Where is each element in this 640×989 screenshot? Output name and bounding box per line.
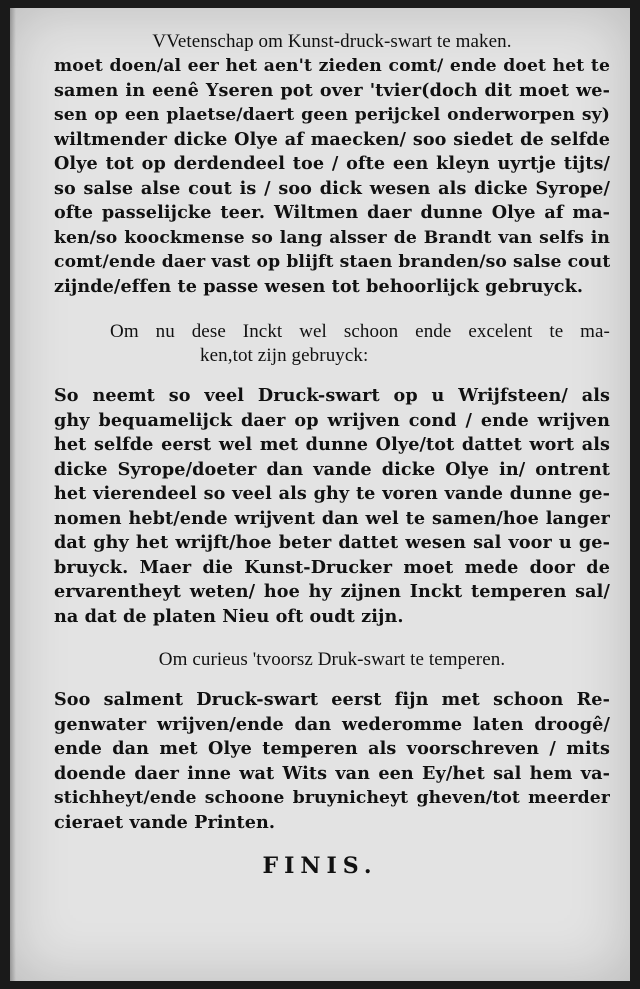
paragraph-line: so salse alse cout is / soo dick wesen als dicke Syrope/: [54, 177, 610, 199]
paragraph-line: samen in eenê Yseren pot over 'tvier(doch dit moet we-: [54, 79, 610, 101]
section-heading-line: ken,tot zijn gebruyck:: [200, 345, 369, 366]
page-edge-shadow: [10, 8, 16, 981]
paragraph-line: zijnde/effen te passe wesen tot behoorlijck gebruyck.: [54, 275, 584, 297]
paragraph-line: na dat de platen Nieu oft oudt zijn.: [54, 605, 404, 627]
paragraph-line: So neemt so veel Druck-swart op u Wrijfsteen/ als: [54, 385, 610, 406]
finis-mark: FINIS.: [262, 853, 378, 879]
paragraph-line: het selfde eerst wel met dunne Olye/tot dattet wort als: [54, 434, 610, 455]
paragraph-line: cieraet vande Printen.: [54, 811, 276, 833]
paragraph-line: bruyck. Maer die Kunst-Drucker moet mede door de: [54, 556, 610, 578]
paragraph-2: [54, 384, 610, 629]
paragraph-line: dicke Syrope/doeter dan vande dicke Olye in/ ontrent: [54, 458, 610, 480]
paragraph-line: het vierendeel so veel als ghy te voren vande dunne ge-: [54, 483, 610, 504]
paragraph-line: ende dan met Olye temperen als voorschreven / mits: [54, 738, 610, 759]
paragraph-line: comt/ende daer vast op blijft staen branden/so salse cout: [54, 252, 610, 272]
paragraph-line: sen op een plaetse/daert geen perijckel onderworpen sy): [54, 105, 610, 125]
paragraph-line: ervarentheyt weten/ hoe hy zijnen Inckt temperen sal/: [54, 581, 610, 602]
paragraph-line: Soo salment Druck-swart eerst fijn met schoon Re-: [54, 689, 610, 710]
paragraph-line: Olye tot op derdendeel toe / ofte een kleyn uyrtje tijts/: [54, 153, 610, 174]
paragraph-line: wiltmender dicke Olye af maecken/ soo siedet de selfde: [54, 128, 610, 150]
paragraph-line: ofte passelijcke teer. Wiltmen daer dunne Olye af ma-: [54, 202, 610, 223]
section-heading-line: Om nu dese Inckt wel schoon ende excelent te ma-: [110, 321, 610, 342]
paragraph-line: ken/so koockmense so lang alsser de Brandt van selfs in: [54, 227, 610, 248]
paragraph-line: doende daer inne wat Wits van een Ey/het sal hem va-: [54, 762, 610, 784]
running-heading-block: [54, 30, 610, 54]
paragraph-line: nomen hebt/ende wrijvent dan wel te samen/hoe langer: [54, 507, 610, 529]
running-heading: VVetenschap om Kunst-druck-swart te maken.: [152, 31, 512, 52]
book-page: [10, 8, 630, 981]
section-heading-3: [54, 648, 610, 672]
paragraph-3: [54, 688, 610, 835]
paragraph-line: moet doen/al eer het aen't zieden comt/ ende doet het te: [54, 56, 610, 76]
paragraph-1: [54, 54, 610, 299]
section-heading-line: Om curieus 'tvoorsz Druk-swart te temperen.: [158, 649, 506, 670]
paragraph-line: ghy bequamelijck daer op wrijven cond / ende wrijven: [54, 409, 610, 431]
paragraph-line: stichheyt/ende schoone bruynicheyt gheven/tot meerder: [54, 788, 610, 808]
section-heading-2: [110, 320, 610, 368]
paragraph-line: dat ghy het wrijft/hoe beter dattet wesen sal voor u ge-: [54, 532, 610, 553]
paragraph-line: genwater wrijven/ende dan wederomme laten droogê/: [54, 713, 610, 735]
